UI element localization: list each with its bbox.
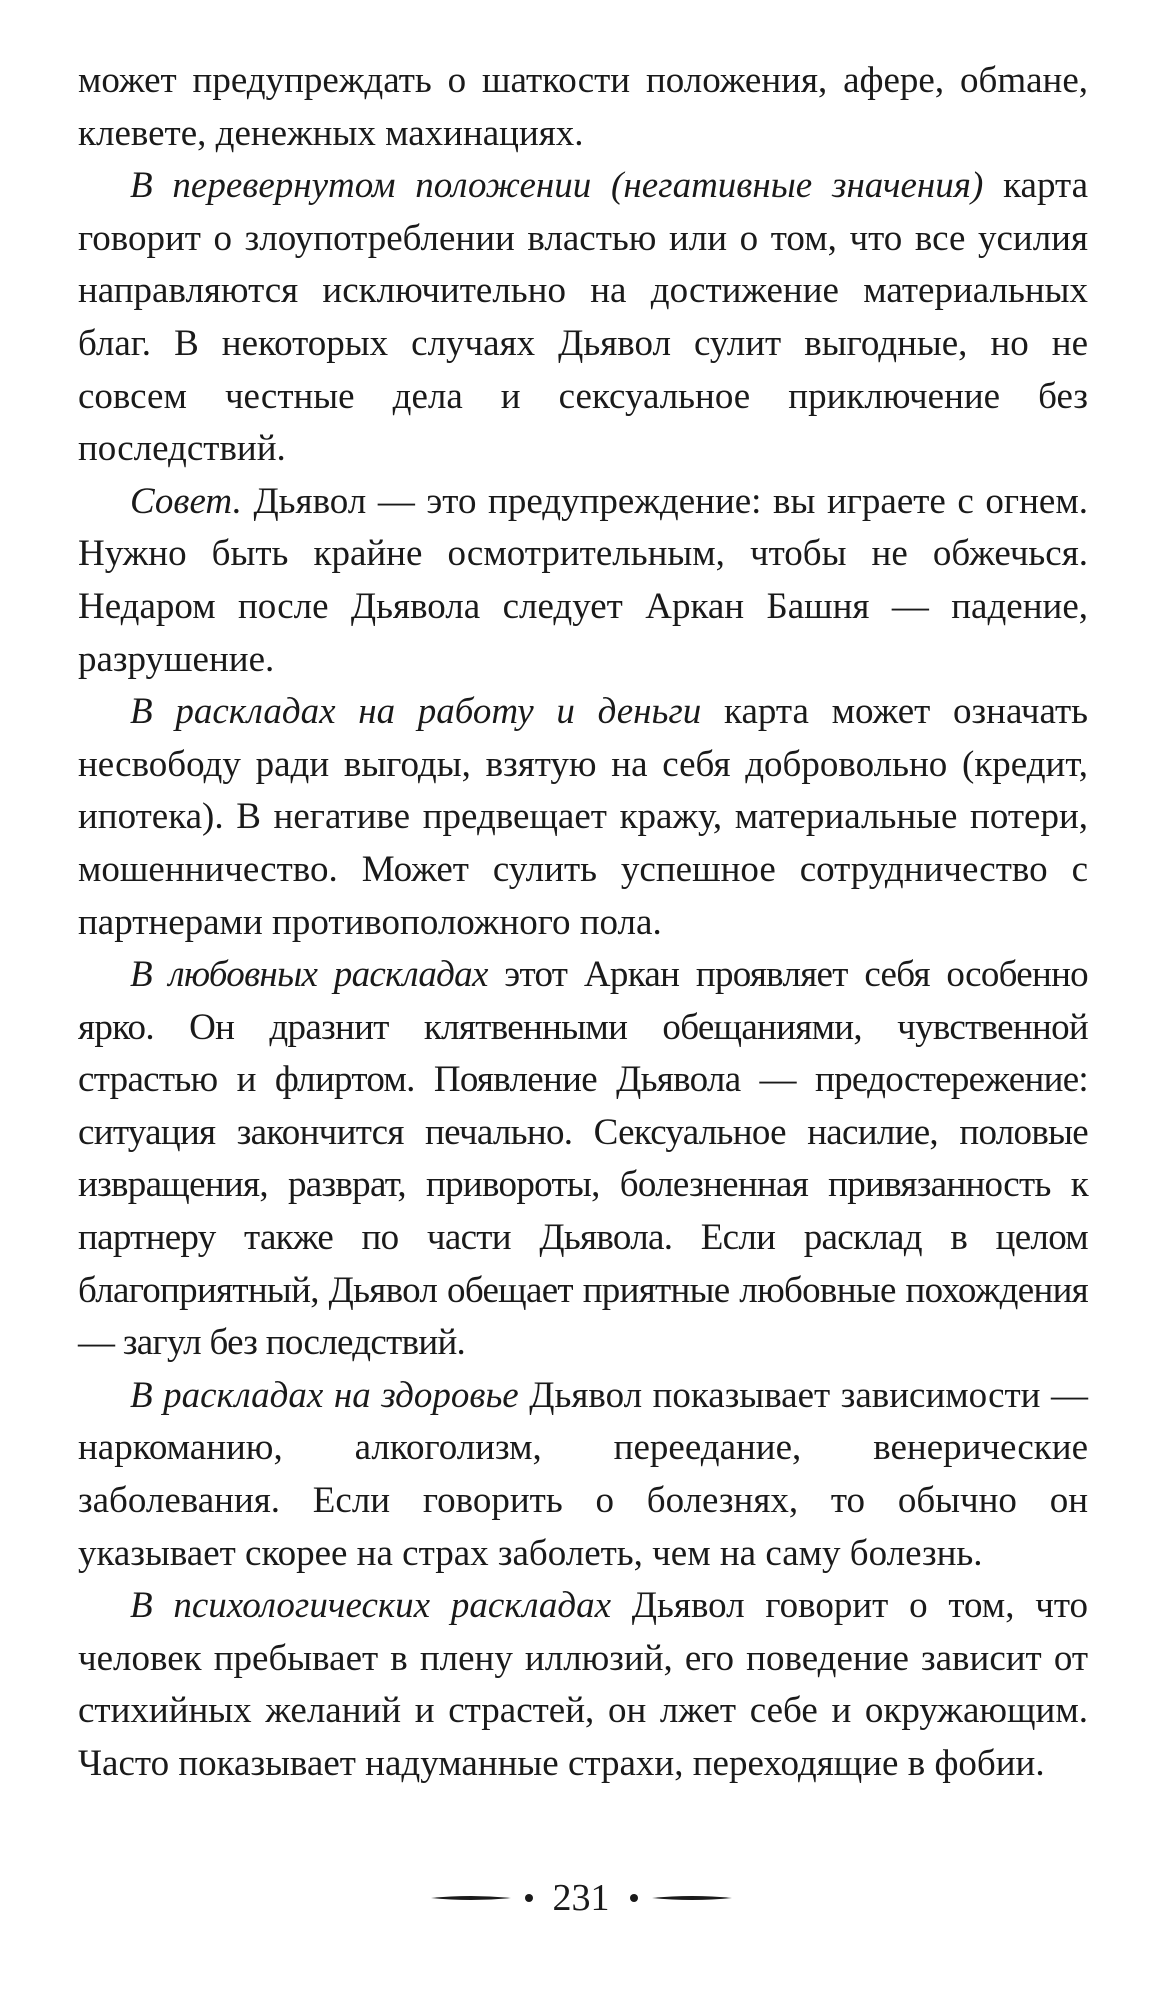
paragraph-work-money: [78, 686, 1088, 949]
paragraph-psychology: [78, 1580, 1088, 1790]
paragraph-lead-italic: В психологических раскладах: [130, 1585, 612, 1627]
paragraph-advice: [78, 476, 1088, 686]
paragraph-text: этот Аркан проявляет себя особенно ярко. Он дразнит клятвенными обещаниями, чувственной страстью и флиртом. Появление Дьявола — предостережение: ситуация закончится печально. Сексуальное насилие, половые извращения, разврат, привороты, болезненная привязанность к партнеру также по части Дьявола. Если расклад в целом благоприятный, Дьявол обещает приятные любовные похождения — загул без последствий.: [78, 954, 1088, 1364]
left-ornament-icon: [431, 1890, 511, 1906]
paragraph-lead-italic: Совет.: [130, 480, 242, 522]
right-dot-icon: [630, 1894, 638, 1902]
paragraph-text: Дьявол говорит о том, что человек пребывает в плену иллюзий, его поведение зависит от стихийных желаний и страстей, он лжет себе и окружающим. Часто показывает надуманные страхи, переходящие в фобии.: [78, 1585, 1088, 1784]
paragraph-continuation: [78, 55, 1088, 160]
paragraph-text: Дьявол показывает зависимости — наркоманию, алкоголизм, переедание, венерические заболевания. Если говорить о болезнях, то обычно он указывает скорее на страх заболеть, чем на саму болезнь.: [78, 1374, 1089, 1574]
paragraph-health: [78, 1370, 1088, 1580]
paragraph-love: [78, 949, 1088, 1370]
paragraph-text: Дьявол — это предупреждение: вы играете с огнем. Нужно быть крайне осмотрительным, чтобы не обжечься. Недаром после Дьявола следует Аркан Башня — падение, разрушение.: [78, 480, 1088, 680]
paragraph-lead-italic: В раскладах на работу и деньги: [130, 691, 702, 733]
paragraph-text: карта говорит о злоупотреблении властью или о том, что все усилия направляются исключительно на достижение материальных благ. В некоторых случаях Дьявол сулит выгодные, но не совсем честные дела и сексуальное приключение без последствий.: [78, 165, 1088, 470]
paragraph-lead-italic: В любовных раскладах: [130, 954, 488, 996]
page-footer: [0, 1868, 1162, 1928]
paragraph-lead-italic: В раскладах на здоровье: [130, 1374, 519, 1416]
paragraph-text: может предупреждать о шаткости положения, афере, обmане, клевете, денежных махинациях.: [78, 60, 1088, 154]
body-text: [78, 55, 1088, 1791]
right-ornament-icon: [652, 1890, 732, 1906]
paragraph-reversed-position: [78, 160, 1088, 476]
paragraph-lead-italic: В перевернутом положении (негативные значения): [130, 165, 984, 207]
left-dot-icon: [525, 1894, 533, 1902]
page-number: 231: [552, 1877, 610, 1919]
paragraph-text: карта может означать несвободу ради выгоды, взятую на себя добровольно (кредит, ипотека). В негативе предвещает кражу, материальные потери, мошенничество. Может сулить успешное сотрудничество с партнерами противоположного пола.: [78, 691, 1088, 943]
